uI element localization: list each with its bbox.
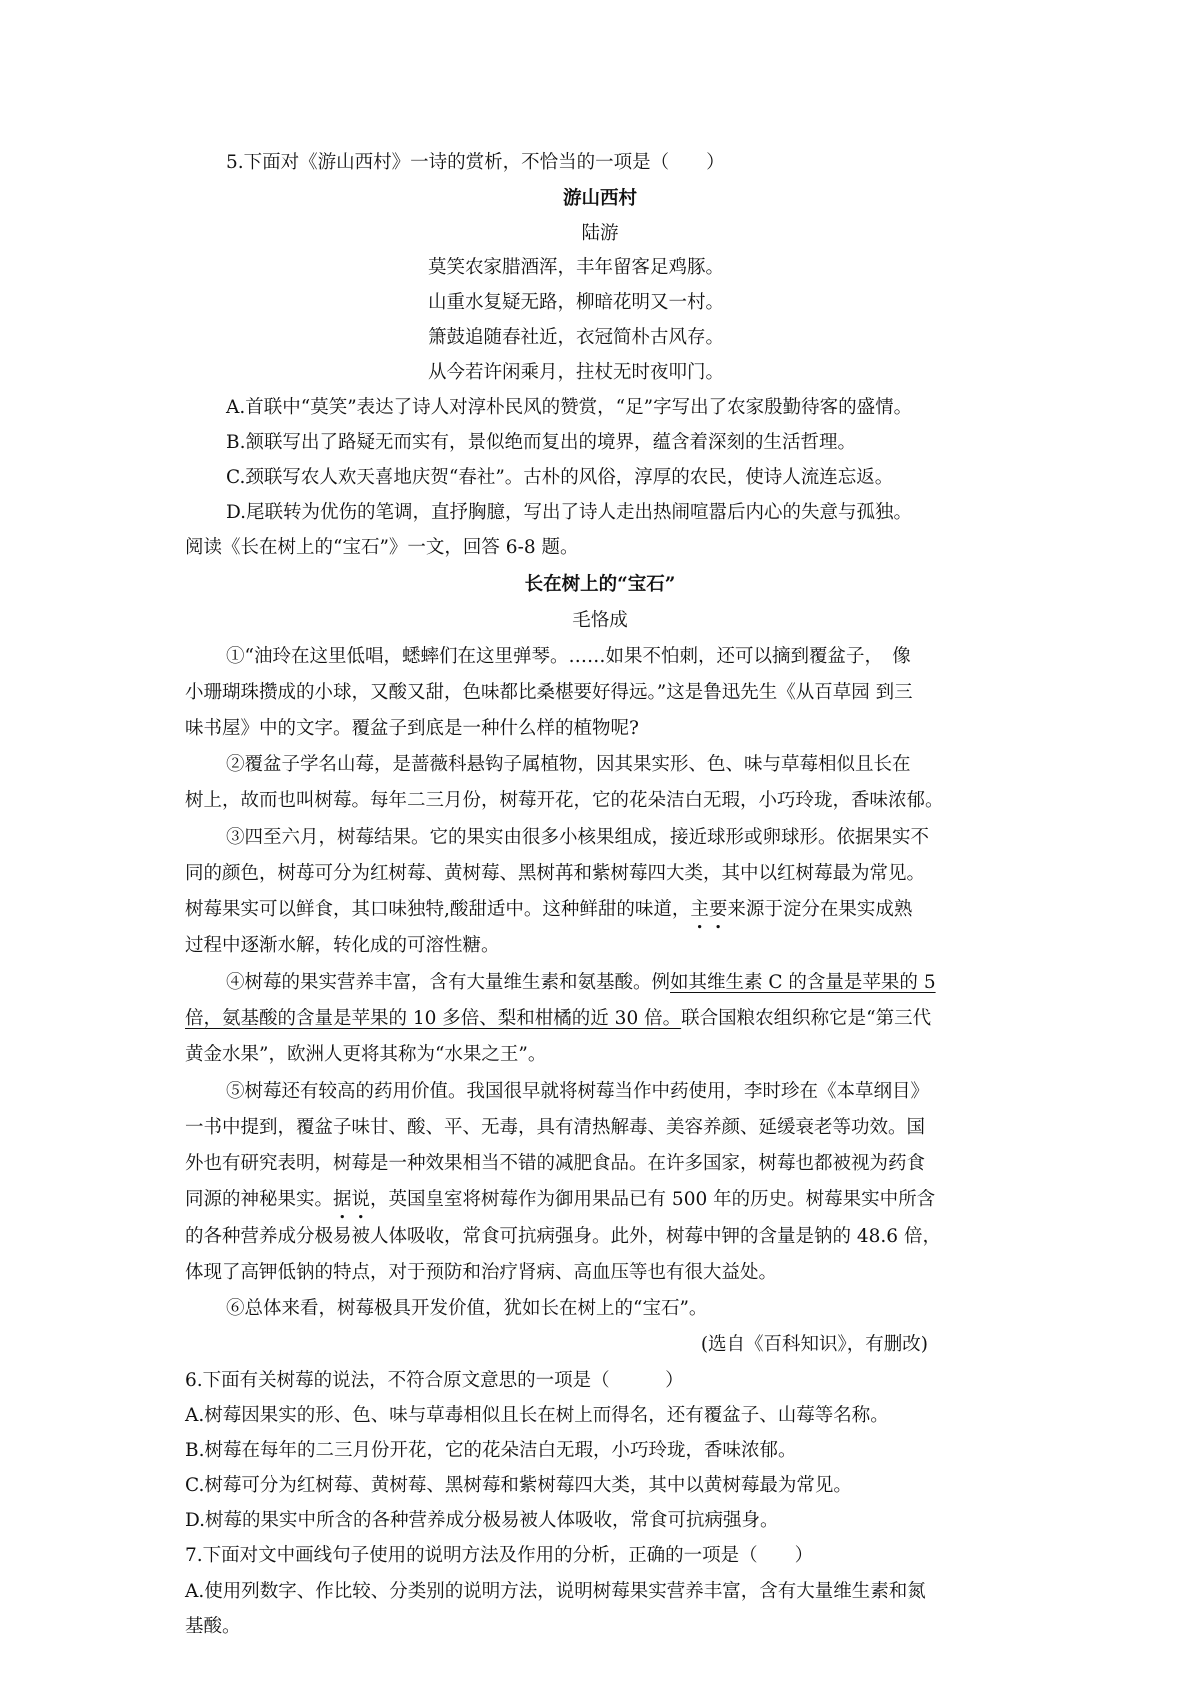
paragraph-4-line	[226, 971, 936, 995]
paragraph-4-line: 黄金水果”，欧洲人更将其称为“水果之王”。	[185, 1044, 547, 1065]
paragraph-3-line: ③四至六月，树莓结果。它的果实由很多小核果组成，接近球形或卵球形。依据果实不	[226, 827, 930, 848]
q5-option-a: A.首联中“莫笑”表达了诗人对淳朴民风的赞赏，“足”字写出了农家殷勤待客的盛情。	[226, 397, 913, 418]
dotted-char: 主	[690, 899, 709, 920]
dotted-char: 说	[351, 1189, 371, 1210]
paragraph-5-line: 外也有研究表明，树莓是一种效果相当不错的减肥食品。在许多国家，树莓也都被视为药食	[185, 1153, 926, 1174]
text-segment: 来源于淀分在果实成熟	[727, 899, 913, 920]
paragraph-1-line: 小珊瑚珠攒成的小球，又酸又甜，色味都比桑椹要好得远。”这是鲁迅先生《从百草园 到三	[185, 682, 913, 703]
paragraph-2-line: 树上，故而也叫树莓。每年二三月份，树莓开花，它的花朵洁白无瑕，小巧玲珑，香味浓郁。	[185, 790, 944, 811]
text-segment: 同源的神秘果实。	[185, 1189, 334, 1210]
paragraph-4-line	[185, 1007, 931, 1031]
paragraph-6: ⑥总体来看，树莓极具开发价值，犹如长在树上的“宝石”。	[226, 1298, 708, 1319]
q5-option-d: D.尾联转为优伤的笔调，直抒胸臆，写出了诗人走出热闹喧嚣后内心的失意与孤独。	[226, 502, 913, 523]
q6-option-a: A.树莓因果实的形、色、味与草毒相似且长在树上而得名，还有覆盆子、山莓等名称。	[185, 1405, 889, 1426]
article-author: 毛恪成	[572, 610, 628, 631]
poem-line: 箫鼓追随春社近，衣冠简朴古风存。	[428, 327, 725, 348]
underlined-sentence: 倍，氨基酸的含量是苹果的 10 多倍、梨和柑橘的近 30 倍。	[185, 1008, 682, 1029]
q5-stem: 5.下面对《游山西村》一诗的赏析，不恰当的一项是（ ）	[226, 152, 725, 173]
poem-author: 陆游	[581, 223, 619, 244]
paragraph-3-line	[185, 898, 912, 922]
text-segment: ④树莓的果实营养丰富，含有大量维生素和氨基酸。例	[226, 972, 671, 993]
paragraph-5-line: 体现了高钾低钠的特点，对于预防和治疗肾病、高血压等也有很大益处。	[185, 1262, 778, 1283]
article-source: (选自《百科知识》，有删改)	[700, 1334, 928, 1355]
paragraph-2-line: ②覆盆子学名山莓，是蔷薇科悬钩子属植物，因其果实形、色、味与草莓相似且长在	[226, 754, 911, 775]
q5-option-b: B.颔联写出了路疑无而实有，景似绝而复出的境界，蕴含着深刻的生活哲理。	[226, 432, 856, 453]
paragraph-5-line: 的各种营养成分极易被人体吸收，常食可抗病强身。此外，树莓中钾的含量是钠的 48.6 倍，	[185, 1226, 941, 1247]
reading-intro: 阅读《长在树上的“宝石”》一文，回答 6-8 题。	[185, 537, 579, 558]
poem-title: 游山西村	[562, 188, 637, 209]
q7-option-a: A.使用列数字、作比较、分类别的说明方法，说明树莓果实营养丰富，含有大量维生素和氮	[185, 1581, 926, 1602]
text-segment: 联合国粮农组织称它是“第三代	[681, 1008, 932, 1029]
poem-line: 山重水复疑无路，柳暗花明又一村。	[428, 292, 725, 313]
paragraph-5-line: 一书中提到，覆盆子味甘、酸、平、无毒，具有清热解毒、美容养颜、延缓衰老等功效。国	[185, 1117, 926, 1138]
paragraph-5-line: ⑤树莓还有较高的药用价值。我国很早就将树莓当作中药使用，李时珍在《本草纲目》	[226, 1081, 930, 1102]
q6-option-b: B.树莓在每年的二三月份开花，它的花朵洁白无瑕，小巧玲珑，香味浓郁。	[185, 1440, 797, 1461]
q5-option-c: C.颈联写农人欢天喜地庆贺“春社”。古朴的风俗，淳厚的农民，使诗人流连忘返。	[226, 467, 894, 488]
q6-option-d: D.树莓的果实中所含的各种营养成分极易被人体吸收，常食可抗病强身。	[185, 1510, 779, 1531]
q6-stem: 6.下面有关树莓的说法，不符合原文意思的一项是（ ）	[185, 1370, 684, 1391]
paragraph-1-line: ①“油玲在这里低唱，蟋蟀们在这里弹琴。……如果不怕刺，还可以摘到覆盆子， 像	[226, 646, 911, 667]
poem-line: 莫笑农家腊酒浑，丰年留客足鸡豚。	[428, 257, 725, 278]
underlined-sentence: 如其维生素 C 的含量是苹果的 5	[670, 972, 936, 993]
paragraph-3-line: 过程中逐渐水解，转化成的可溶性糖。	[185, 935, 500, 956]
q7-stem: 7.下面对文中画线句子使用的说明方法及作用的分析，正确的一项是（ ）	[185, 1545, 814, 1566]
paragraph-5-line	[185, 1188, 935, 1212]
article-title: 长在树上的“宝石”	[524, 574, 676, 595]
text-segment: ，英国皇室将树莓作为御用果品已有 500 年的历史。树莓果实中所含	[370, 1189, 936, 1210]
dotted-char: 据	[333, 1189, 352, 1210]
text-segment: 树莓果实可以鲜食，其口味独特,酸甜适中。这种鲜甜的味道，	[185, 899, 691, 920]
paragraph-3-line: 同的颜色，树苺可分为红树莓、黄树莓、黑树苒和紫树莓四大类，其中以红树莓最为常见。	[185, 863, 926, 884]
poem-line: 从今若许闲乘月，拄杖无时夜叩门。	[428, 362, 725, 383]
q7-option-a: 基酸。	[185, 1616, 241, 1637]
q6-option-c: C.树莓可分为红树莓、黄树莓、黑树莓和紫树莓四大类，其中以黄树莓最为常见。	[185, 1475, 852, 1496]
paragraph-1-line: 味书屋》中的文字。覆盆子到底是一种什么样的植物呢?	[185, 718, 639, 739]
dotted-char: 要	[708, 899, 728, 920]
